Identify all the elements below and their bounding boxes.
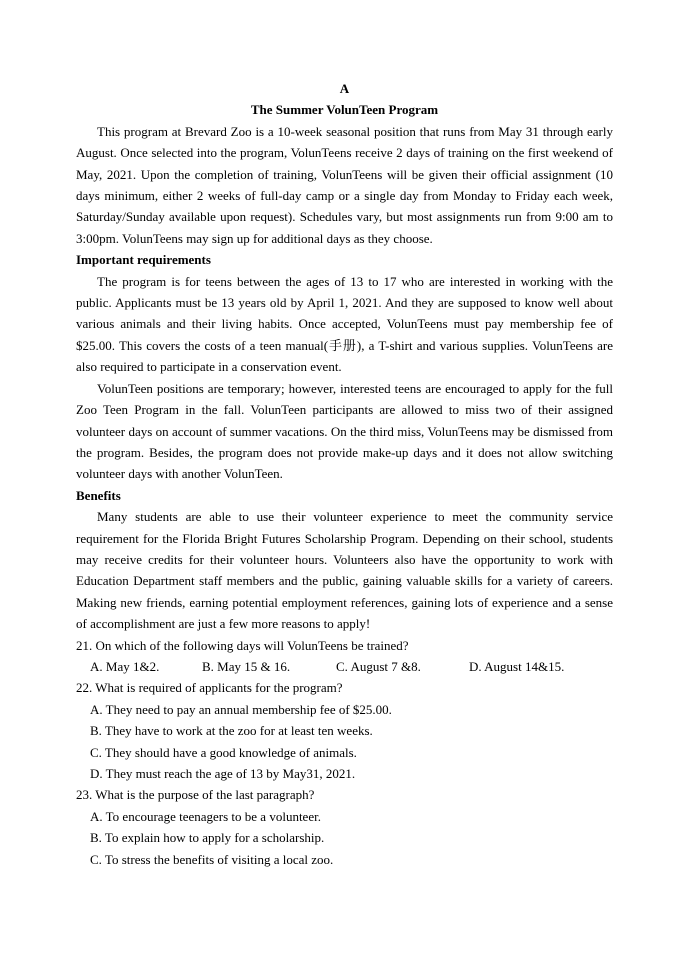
heading-requirements: Important requirements (76, 252, 211, 268)
q22-option-d: D. They must reach the age of 13 by May31, 2021. (90, 766, 356, 781)
paragraph-positions: VolunTeen positions are temporary; however, interested teens are encouraged to apply for the full Zoo Teen Program in the fall. VolunTeen participants are allowed to miss two of their assigned volunteer days on account of summer vacations. On the third miss, VolunTeens may be dismissed from the program. Besides, the program does not provide make-up days and it does not allow switching volunteer days with another VolunTeen. (76, 380, 613, 482)
q22-option-c: C. They should have a good knowledge of animals. (90, 744, 357, 760)
paragraph-requirements: The program is for teens between the ages of 13 to 17 who are interested in working with the public. Applicants must be 13 years old by April 1, 2021. And they are supposed to know well about various animals and their living habits. Once accepted, VolunTeens must pay membership fee of $25.00. This covers the costs of a teen manual(手册), a T-shirt and various supplies. VolunTeens are also required to participate in a conservation event. (76, 273, 613, 375)
document-page (76, 78, 613, 870)
question-23: 23. What is the purpose of the last paragraph? (76, 787, 315, 803)
q23-option-b: B. To explain how to apply for a scholarship. (90, 830, 325, 846)
paragraph-intro: This program at Brevard Zoo is a 10-week seasonal position that runs from May 31 through early August. Once selected into the program, VolunTeens receive 2 days of training on the first weekend of May, 2021. Upon the completion of training, VolunTeens will be given their official assignment (10 days minimum, either 2 weeks of full-day camp or a single day from Monday to Friday each week, Saturday/Sunday available upon request). Schedules vary, but most assignments run from 9:00 am to 3:00pm. VolunTeens may sign up for additional days as they choose. (76, 123, 613, 246)
q23-option-a: A. To encourage teenagers to be a volunteer. (90, 808, 321, 824)
question-21: 21. On which of the following days will VolunTeens be trained? (76, 637, 409, 653)
section-letter: A (339, 81, 350, 96)
heading-benefits: Benefits (76, 487, 121, 503)
q21-option-a: A. May 1&2. (90, 658, 160, 674)
q22-option-a: A. They need to pay an annual membership fee of $25.00. (90, 701, 392, 717)
question-21-options (76, 656, 613, 677)
q21-option-c: C. August 7 &8. (336, 658, 421, 674)
question-22: 22. What is required of applicants for the program? (76, 680, 343, 696)
q21-option-b: B. May 15 & 16. (202, 658, 291, 674)
page-title: The Summer VolunTeen Program (250, 102, 439, 118)
q21-option-d: D. August 14&15. (469, 658, 565, 674)
q23-option-c: C. To stress the benefits of visiting a local zoo. (90, 851, 334, 867)
q22-option-b: B. They have to work at the zoo for at least ten weeks. (90, 723, 373, 739)
paragraph-benefits: Many students are able to use their volunteer experience to meet the community service requirement for the Florida Bright Futures Scholarship Program. Depending on their school, students may receive credits for their volunteer hours. Volunteers also have the opportunity to work with Education Department staff members and the public, gaining valuable skills for a variety of careers. Making new friends, earning potential employment references, gaining lots of experience and a sense of accomplishment are just a few more reasons to apply! (76, 509, 613, 632)
